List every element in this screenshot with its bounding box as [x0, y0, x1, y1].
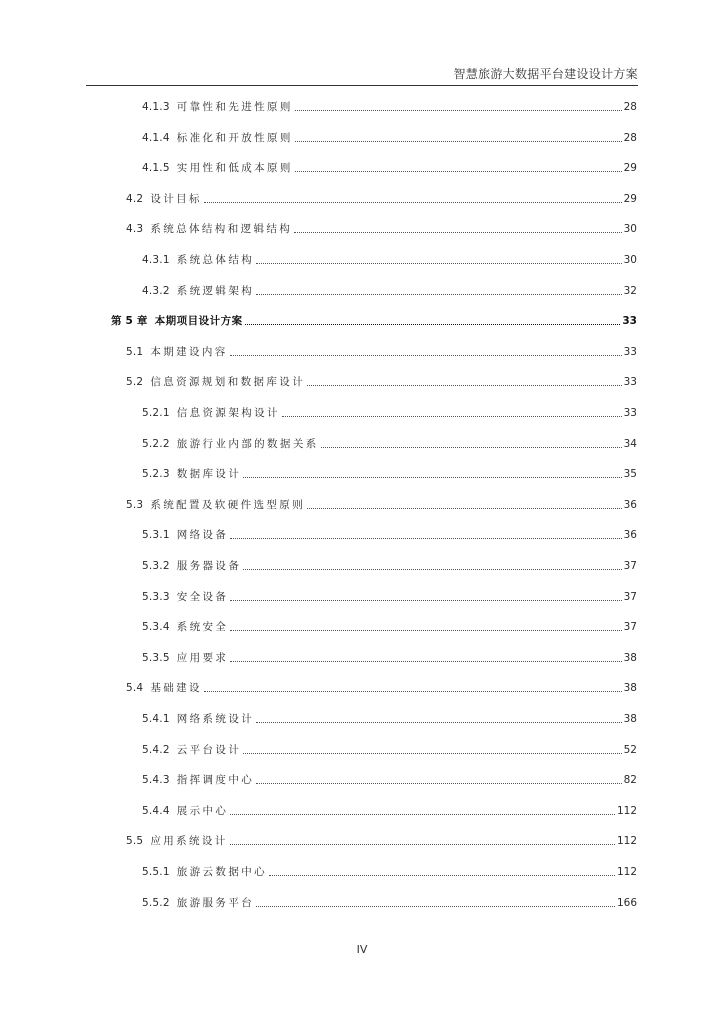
toc-dot-leader	[295, 141, 622, 142]
toc-dot-leader	[307, 508, 622, 509]
toc-entry-number: 4.3	[126, 223, 144, 235]
toc-entry-title: 系统总体结构和逻辑结构	[150, 223, 293, 235]
toc-entry-number: 5.5.2	[142, 897, 170, 909]
toc-entry-number: 5.5	[126, 835, 144, 847]
toc-entry-title: 网络设备	[176, 529, 229, 541]
toc-entry-title: 服务器设备	[176, 560, 242, 572]
toc-entry-number: 5.3.4	[142, 621, 170, 633]
toc-entry-number: 5.3.3	[142, 591, 170, 603]
toc-entry-page: 33	[623, 407, 637, 419]
toc-entry[interactable]	[142, 741, 637, 757]
toc-entry-number: 5.4.2	[142, 744, 170, 756]
toc-entry[interactable]	[126, 190, 637, 206]
toc-entry-page: 33	[623, 346, 637, 358]
toc-entry-title: 数据库设计	[176, 468, 242, 480]
document-header-title: 智慧旅游大数据平台建设设计方案	[453, 67, 638, 81]
toc-entry-page: 30	[623, 223, 637, 235]
toc-entry-title: 旅游服务平台	[176, 897, 255, 909]
toc-entry[interactable]	[142, 649, 637, 665]
toc-entry-title: 应用系统设计	[150, 835, 228, 847]
toc-entry-page: 34	[623, 438, 637, 450]
toc-dot-leader	[295, 171, 622, 172]
toc-entry[interactable]	[126, 832, 637, 848]
toc-entry-number: 5.4.4	[142, 805, 170, 817]
toc-entry-number: 5.5.1	[142, 866, 170, 878]
toc-dot-leader	[243, 753, 621, 754]
toc-entry-page: 38	[623, 682, 637, 694]
toc-entry[interactable]	[142, 710, 637, 726]
toc-entry-title: 实用性和低成本原则	[176, 162, 293, 174]
toc-entry[interactable]	[142, 159, 637, 175]
toc-entry-title: 应用要求	[176, 652, 229, 664]
toc-entry-number: 4.3.1	[142, 254, 170, 266]
toc-dot-leader	[204, 202, 622, 203]
toc-entry-number: 5.3	[126, 499, 144, 511]
toc-entry-number: 4.1.5	[142, 162, 170, 174]
toc-entry[interactable]	[142, 98, 637, 114]
toc-entry-page: 30	[623, 254, 637, 266]
toc-entry-number: 5.3.2	[142, 560, 170, 572]
toc-entry[interactable]	[142, 557, 637, 573]
toc-dot-leader	[295, 110, 622, 111]
toc-entry-number: 5.2.1	[142, 407, 170, 419]
toc-entry[interactable]	[142, 802, 637, 818]
toc-entry-title: 标准化和开放性原则	[176, 132, 293, 144]
toc-dot-leader	[204, 691, 622, 692]
toc-dot-leader	[230, 814, 615, 815]
toc-entry[interactable]	[142, 435, 637, 451]
toc-entry-title: 旅游云数据中心	[176, 866, 268, 878]
toc-entry-page: 166	[616, 897, 637, 909]
toc-entry-page: 28	[623, 101, 637, 113]
toc-entry[interactable]	[142, 618, 637, 634]
toc-entry-number: 4.3.2	[142, 285, 170, 297]
toc-entry-number: 5.3.5	[142, 652, 170, 664]
toc-entry-page: 35	[623, 468, 637, 480]
toc-entry-page: 36	[623, 529, 637, 541]
toc-entry-number: 5.4	[126, 682, 144, 694]
toc-entry-title: 云平台设计	[176, 744, 242, 756]
toc-entry-page: 37	[623, 591, 637, 603]
toc-dot-leader	[307, 385, 622, 386]
toc-entry-page: 38	[623, 652, 637, 664]
toc-entry-page: 112	[616, 805, 637, 817]
toc-entry-title: 展示中心	[176, 805, 229, 817]
toc-entry-title: 本期项目设计方案	[154, 315, 243, 327]
toc-entry-page: 29	[623, 162, 637, 174]
toc-chapter-entry[interactable]	[111, 312, 637, 328]
toc-entry-title: 本期建设内容	[150, 346, 228, 358]
toc-entry-title: 可靠性和先进性原则	[176, 101, 293, 113]
toc-entry[interactable]	[142, 465, 637, 481]
toc-dot-leader	[256, 263, 622, 264]
toc-dot-leader	[243, 569, 621, 570]
toc-entry-title: 旅游行业内部的数据关系	[176, 438, 319, 450]
toc-entry-number: 5.3.1	[142, 529, 170, 541]
toc-dot-leader	[256, 783, 622, 784]
toc-entry-page: 112	[616, 835, 637, 847]
toc-entry[interactable]	[142, 251, 637, 267]
toc-entry[interactable]	[126, 373, 637, 389]
toc-entry-title: 指挥调度中心	[176, 774, 255, 786]
toc-entry-number: 4.1.3	[142, 101, 170, 113]
toc-dot-leader	[230, 661, 621, 662]
toc-entry-page: 52	[623, 744, 637, 756]
toc-entry-title: 系统安全	[176, 621, 229, 633]
toc-dot-leader	[256, 722, 622, 723]
toc-dot-leader	[256, 906, 615, 907]
toc-dot-leader	[230, 844, 615, 845]
toc-entry-title: 基础建设	[150, 682, 202, 694]
toc-entry-number: 第 5 章	[111, 315, 148, 327]
toc-entry-title: 网络系统设计	[176, 713, 255, 725]
toc-entry-page: 28	[623, 132, 637, 144]
toc-entry[interactable]	[142, 588, 637, 604]
toc-entry[interactable]	[142, 526, 637, 542]
toc-entry[interactable]	[142, 282, 637, 298]
toc-entry-number: 5.2.3	[142, 468, 170, 480]
toc-dot-leader	[269, 875, 615, 876]
toc-dot-leader	[230, 538, 621, 539]
toc-entry-page: 82	[623, 774, 637, 786]
toc-dot-leader	[294, 232, 621, 233]
toc-entry-title: 安全设备	[176, 591, 229, 603]
toc-entry-page: 112	[616, 866, 637, 878]
toc-dot-leader	[230, 630, 621, 631]
toc-entry-page: 29	[623, 193, 637, 205]
toc-entry-number: 5.1	[126, 346, 144, 358]
page-number: IV	[356, 943, 368, 956]
toc-entry[interactable]	[142, 404, 637, 420]
toc-entry-title: 信息资源规划和数据库设计	[150, 376, 306, 388]
toc-entry-number: 5.4.3	[142, 774, 170, 786]
toc-entry[interactable]	[142, 894, 637, 910]
toc-entry[interactable]	[142, 129, 637, 145]
toc-entry-title: 系统总体结构	[176, 254, 255, 266]
toc-dot-leader	[230, 600, 621, 601]
toc-entry-page: 38	[623, 713, 637, 725]
toc-entry[interactable]	[126, 679, 637, 695]
toc-dot-leader	[245, 324, 621, 325]
toc-entry[interactable]	[142, 863, 637, 879]
toc-entry[interactable]	[126, 220, 637, 236]
toc-dot-leader	[230, 355, 622, 356]
toc-entry-page: 36	[623, 499, 637, 511]
toc-entry-number: 5.4.1	[142, 713, 170, 725]
toc-entry-number: 5.2.2	[142, 438, 170, 450]
toc-entry-page: 33	[622, 315, 637, 327]
toc-dot-leader	[282, 416, 622, 417]
toc-dot-leader	[243, 477, 621, 478]
toc-entry-number: 5.2	[126, 376, 144, 388]
toc-entry-page: 32	[623, 285, 637, 297]
toc-dot-leader	[321, 447, 622, 448]
toc-entry-title: 系统逻辑架构	[176, 285, 255, 297]
toc-entry-number: 4.2	[126, 193, 144, 205]
toc-entry-page: 37	[623, 560, 637, 572]
toc-entry-page: 33	[623, 376, 637, 388]
toc-entry-title: 系统配置及软硬件选型原则	[150, 499, 306, 511]
toc-entry-title: 设计目标	[150, 193, 202, 205]
toc-entry[interactable]	[142, 771, 637, 787]
toc-entry-number: 4.1.4	[142, 132, 170, 144]
toc-entry-title: 信息资源架构设计	[176, 407, 280, 419]
toc-entry[interactable]	[126, 343, 637, 359]
toc-dot-leader	[256, 294, 622, 295]
toc-entry-page: 37	[623, 621, 637, 633]
toc-entry[interactable]	[126, 496, 637, 512]
